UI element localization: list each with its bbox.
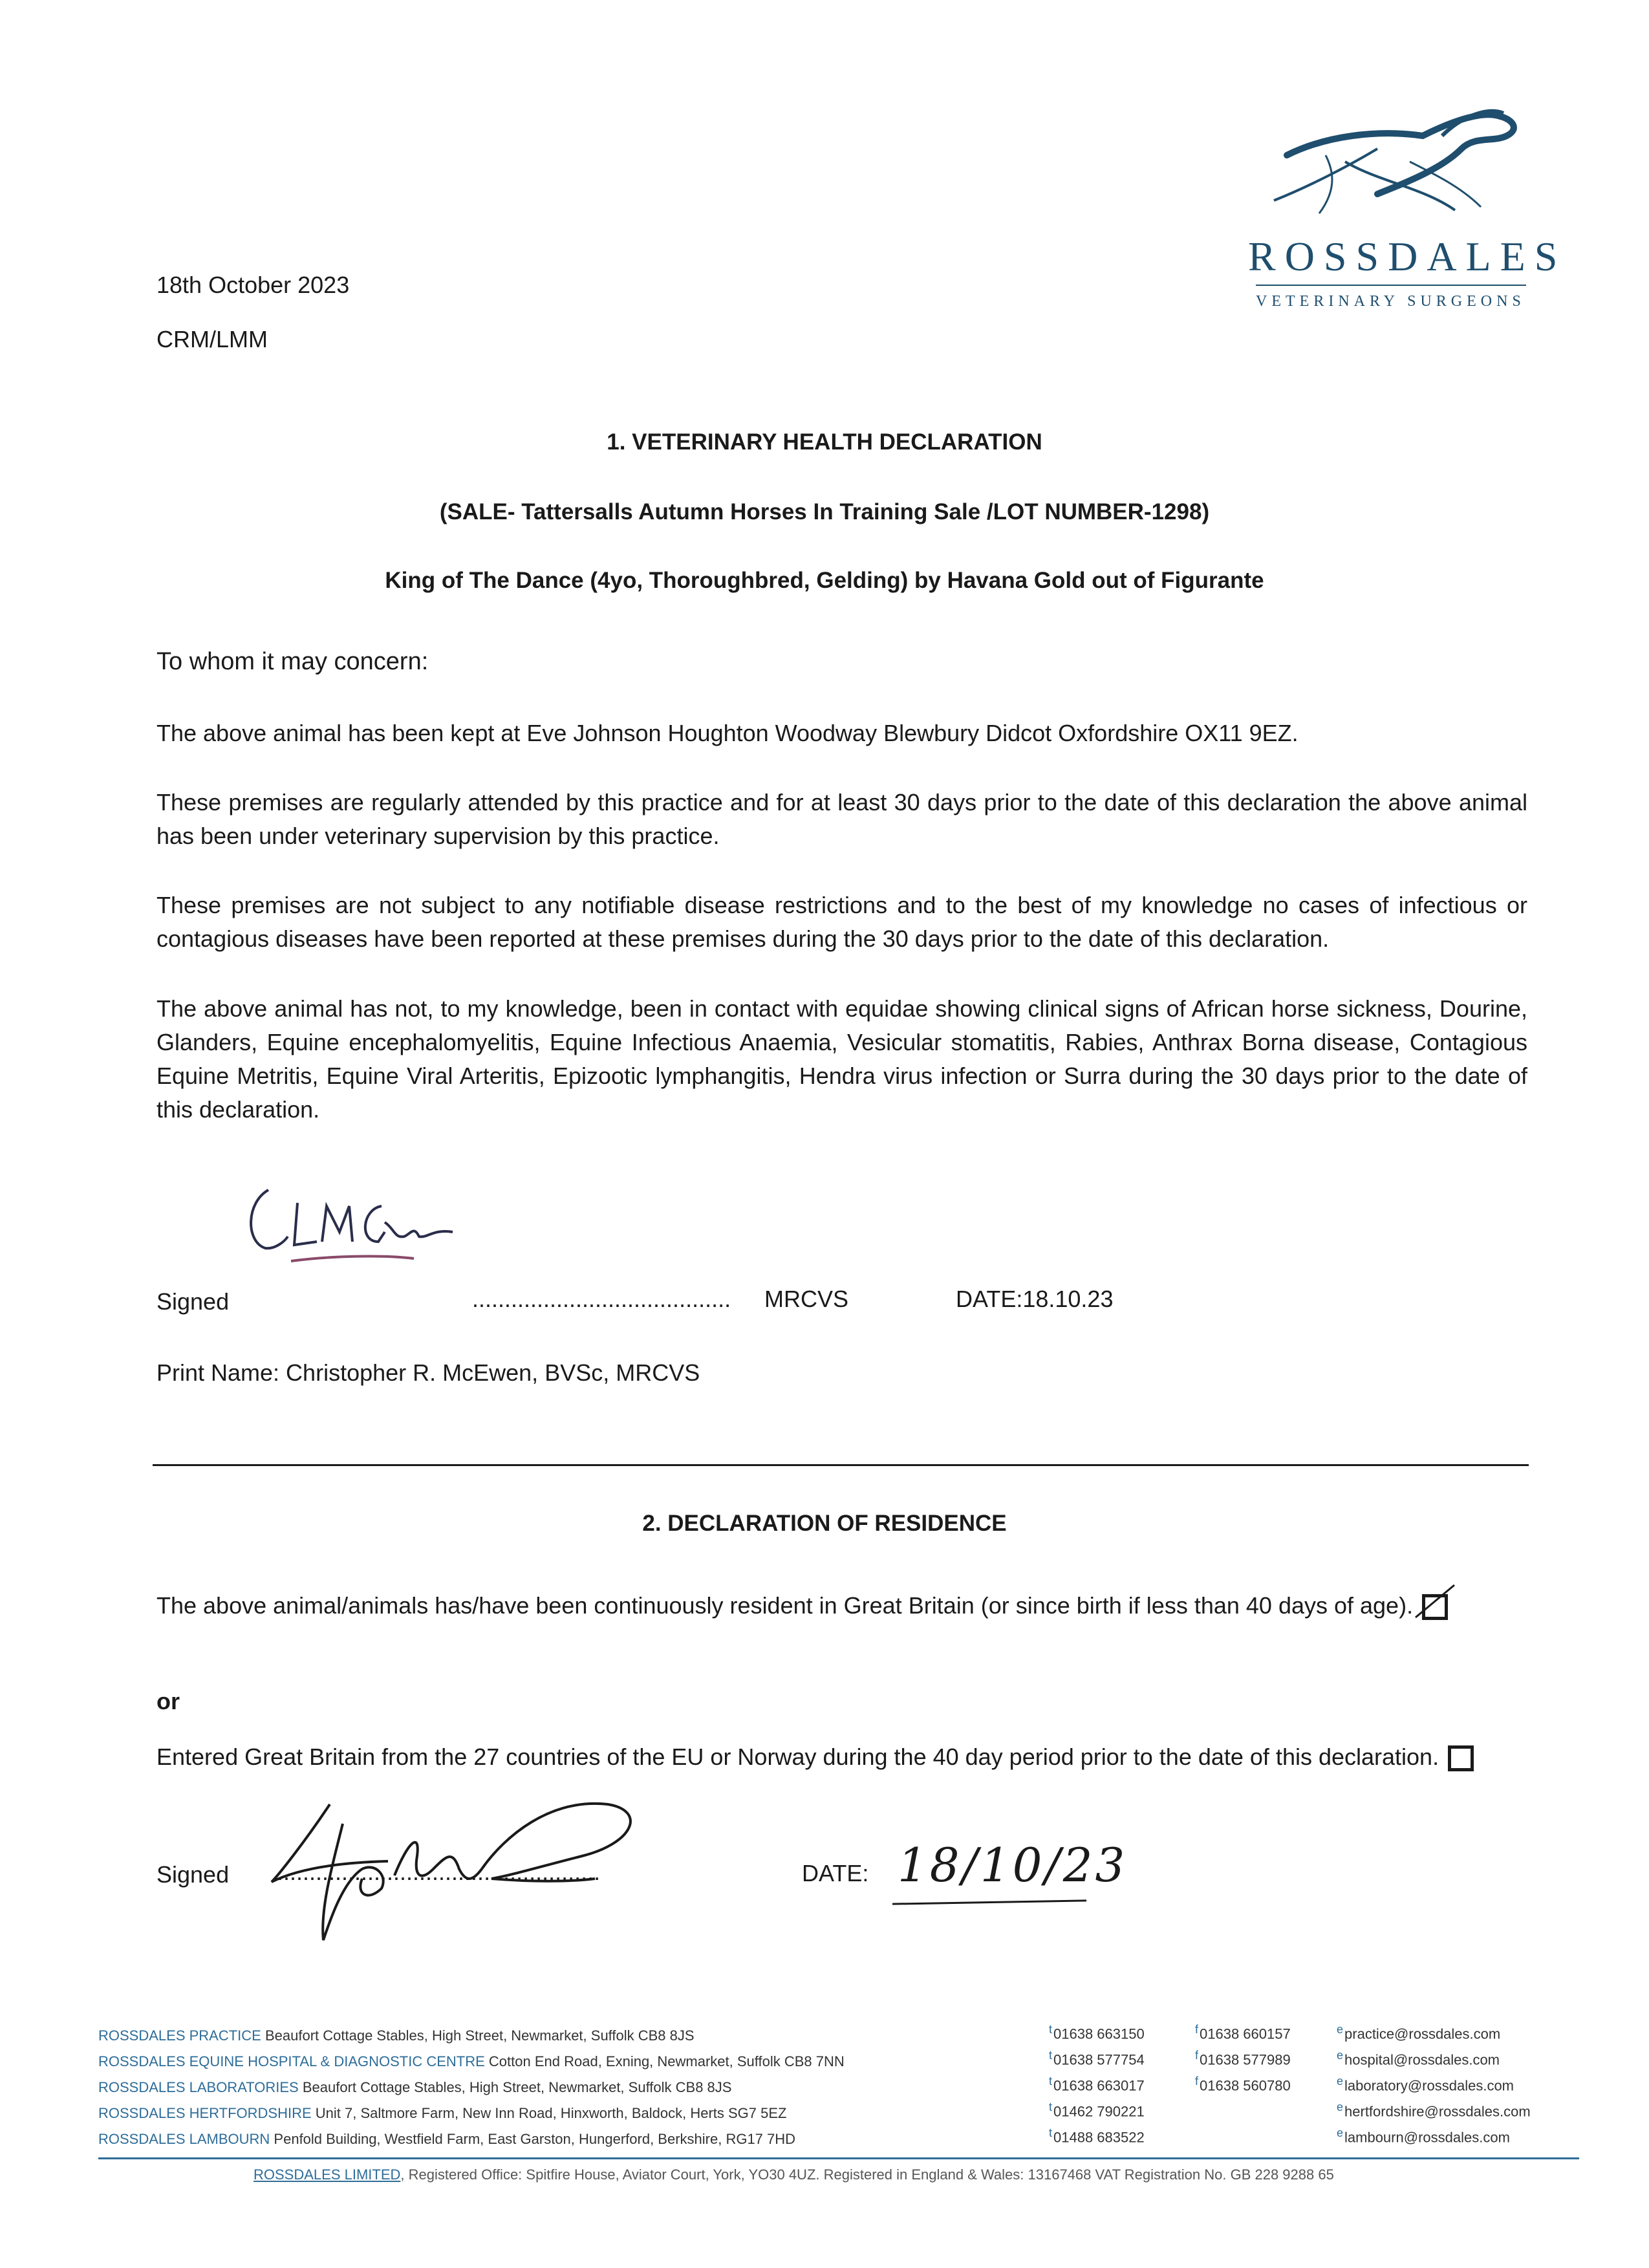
footer-fax: $^f$01638 660157 <box>1195 2023 1291 2042</box>
footer-address: Cotton End Road, Exning, Newmarket, Suffolk CB8 7NN <box>488 2053 845 2069</box>
signed-label-owner: Signed <box>156 1861 230 1888</box>
section1-title: 1. VETERINARY HEALTH DECLARATION <box>607 429 1042 455</box>
footer-address: Beaufort Cottage Stables, High Street, Newmarket, Suffolk CB8 8JS <box>264 2027 695 2044</box>
or-label: or <box>156 1688 180 1714</box>
logo-tagline: VETERINARY SURGEONS <box>1256 293 1525 310</box>
rossdales-logo <box>1242 97 1567 317</box>
paragraph-contact: The above animal has not, to my knowledge, been in contact with equidae showing clinical signs of African horse sickness, Dourine, Glanders, Equine encephalomyelitis, Equine Infectious Anaemia, Vesicular stomatitis, Rabies, Anthrax Borna disease, Contagious Equine Metritis, Equine Viral Arteritis, Epizootic lymphangitis, Hendra virus infection or Surra during the 30 days prior to the date of this declaration. <box>156 995 1527 1123</box>
signature-vet <box>239 1177 472 1306</box>
footer-phone: $^t$01638 577754 <box>1049 2049 1145 2068</box>
footer-phone: $^t$01488 683522 <box>1049 2126 1145 2146</box>
footer-email[interactable]: $^e$lambourn@rossdales.com <box>1337 2126 1510 2146</box>
footer-email[interactable]: $^e$hospital@rossdales.com <box>1337 2049 1500 2068</box>
mrcvs-label: MRCVS <box>764 1286 849 1312</box>
handwritten-date-underline <box>892 1899 1086 1905</box>
footer-row <box>98 2049 845 2075</box>
handwritten-date: 18/10/23 <box>898 1838 1128 1892</box>
reference-code: CRM/LMM <box>156 326 268 352</box>
footer-phone: $^t$01638 663150 <box>1049 2023 1145 2042</box>
footer-fax: $^f$01638 560780 <box>1195 2075 1291 2094</box>
signature-owner <box>259 1785 660 1953</box>
paragraph-supervision: These premises are regularly attended by this practice and for at least 30 days prior to the date of this declaration the above animal has been under veterinary supervision by this practice. <box>156 789 1527 849</box>
letter-date: 18th October 2023 <box>156 272 350 298</box>
sale-line: (SALE- Tattersalls Autumn Horses In Training Sale /LOT NUMBER-1298) <box>439 499 1210 524</box>
option-entered-text: Entered Great Britain from the 27 countries of the EU or Norway during the 40 day period prior to the date of this declaration. <box>156 1744 1439 1770</box>
footer <box>98 2023 1579 2217</box>
signed-label-vet: Signed <box>156 1288 230 1315</box>
logo-name: ROSSDALES <box>1248 233 1567 279</box>
logo-divider <box>1256 285 1526 286</box>
footer-email[interactable]: $^e$practice@rossdales.com <box>1337 2023 1501 2042</box>
footer-row <box>98 2101 787 2126</box>
footer-email[interactable]: $^e$hertfordshire@rossdales.com <box>1337 2101 1531 2120</box>
footer-org: ROSSDALES LAMBOURN <box>98 2131 270 2147</box>
footer-org: ROSSDALES PRACTICE <box>98 2027 261 2044</box>
footer-address: Beaufort Cottage Stables, High Street, Newmarket, Suffolk CB8 8JS <box>302 2079 732 2095</box>
footer-address: Unit 7, Saltmore Farm, New Inn Road, Hinxworth, Baldock, Herts SG7 5EZ <box>315 2105 787 2121</box>
tick-mark-icon <box>1412 1582 1458 1621</box>
salutation: To whom it may concern: <box>156 648 429 675</box>
horse-logo-icon <box>1248 97 1533 226</box>
footer-address: Penfold Building, Westfield Farm, East Garston, Hungerford, Berkshire, RG17 7HD <box>274 2131 796 2147</box>
registered-text: , Registered Office: Spitfire House, Aviator Court, York, YO30 4UZ. Registered in England & Wales: 13167468 VAT Registration No. GB 228 9288 65 <box>400 2166 1334 2183</box>
entered-checkbox[interactable] <box>1448 1745 1474 1771</box>
footer-row <box>98 2126 795 2152</box>
section2-title: 2. DECLARATION OF RESIDENCE <box>642 1511 1007 1536</box>
signature-dots-owner: .................................................. <box>277 1859 601 1885</box>
footer-org: ROSSDALES EQUINE HOSPITAL & DIAGNOSTIC CENTRE <box>98 2053 485 2069</box>
footer-fax: $^f$01638 577989 <box>1195 2049 1291 2068</box>
horse-line: King of The Dance (4yo, Thoroughbred, Gelding) by Havana Gold out of Figurante <box>385 568 1264 593</box>
signature-dots-vet: ........................................ <box>472 1286 731 1312</box>
option-resident <box>156 1579 1527 1632</box>
date-vet: DATE:18.10.23 <box>956 1286 1114 1312</box>
date-label-owner: DATE: <box>802 1860 869 1886</box>
footer-phone: $^t$01638 663017 <box>1049 2075 1145 2094</box>
paragraph-kept-at: The above animal has been kept at Eve Johnson Houghton Woodway Blewbury Didcot Oxfordshire OX11 9EZ. <box>156 720 1299 746</box>
footer-row <box>98 2023 695 2049</box>
paragraph-restrictions: These premises are not subject to any notifiable disease restrictions and to the best of my knowledge no cases of infectious or contagious diseases have been reported at these premises during the 30 days prior to the date of this declaration. <box>156 892 1527 952</box>
option-entered <box>156 1731 1527 1784</box>
footer-row <box>98 2075 731 2101</box>
footer-org: ROSSDALES HERTFORDSHIRE <box>98 2105 312 2121</box>
footer-rule <box>98 2157 1579 2159</box>
footer-phone: $^t$01462 790221 <box>1049 2101 1145 2120</box>
footer-org: ROSSDALES LABORATORIES <box>98 2079 299 2095</box>
resident-checkbox[interactable] <box>1422 1594 1448 1620</box>
option-resident-text: The above animal/animals has/have been continuously resident in Great Britain (or since birth if less than 40 days of age). <box>156 1592 1414 1619</box>
section-divider <box>153 1464 1529 1466</box>
registered-office <box>253 2166 1334 2183</box>
print-name: Print Name: Christopher R. McEwen, BVSc, MRCVS <box>156 1359 700 1386</box>
registered-org: ROSSDALES LIMITED <box>253 2166 401 2183</box>
footer-email[interactable]: $^e$laboratory@rossdales.com <box>1337 2075 1514 2094</box>
